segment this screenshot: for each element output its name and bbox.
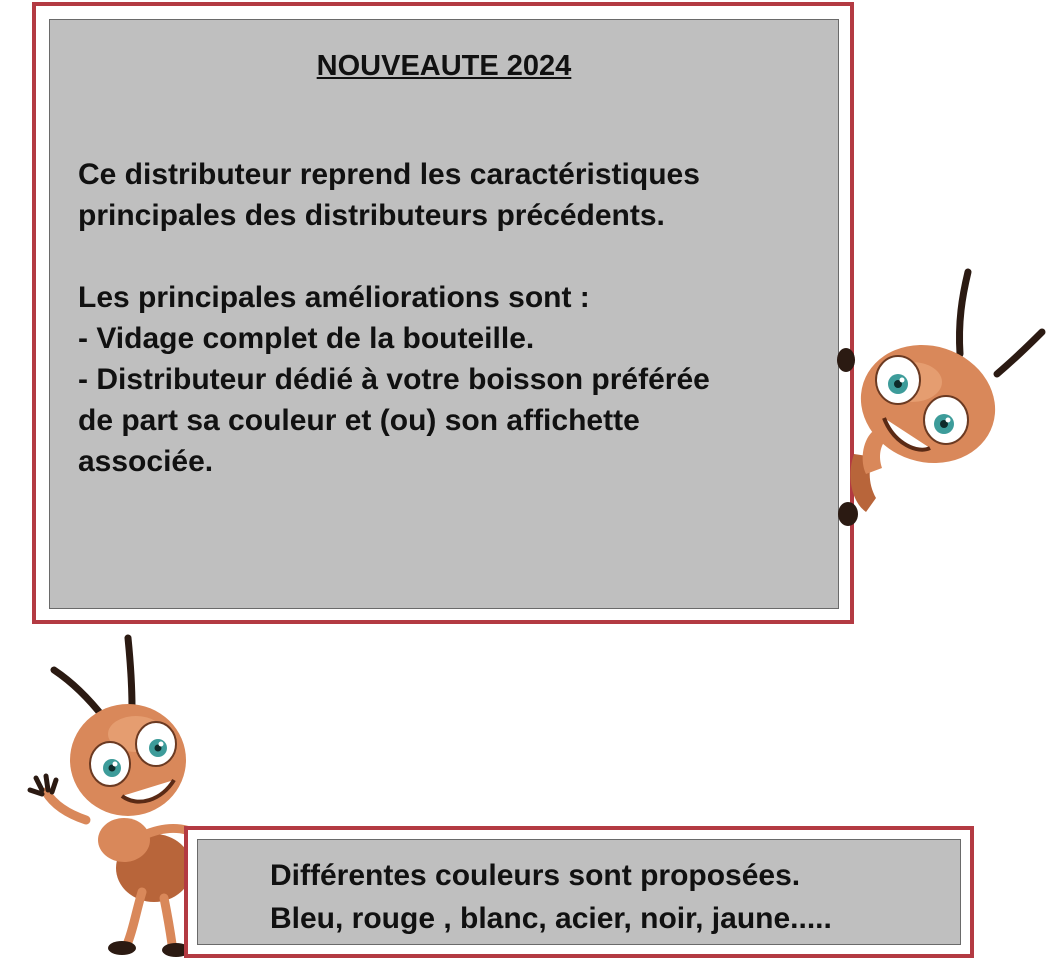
ant-arm	[46, 792, 86, 820]
improvement-line: associée.	[78, 445, 214, 478]
paragraph-gap	[78, 236, 838, 277]
ant-peeking-illustration	[832, 262, 1048, 532]
colors-line: Bleu, rouge , blanc, acier, noir, jaune.....	[270, 902, 832, 935]
intro-line: Ce distributeur reprend les caractéristiques	[78, 158, 700, 191]
announcement-panel	[49, 19, 839, 609]
improvement-line: - Distributeur dédié à votre boisson préférée	[78, 363, 710, 396]
ant-antenna	[997, 332, 1042, 374]
ant-foot	[108, 941, 136, 955]
ant-antenna	[128, 638, 132, 708]
ant-leg	[128, 892, 142, 942]
improvements-heading: Les principales améliorations sont :	[78, 281, 590, 314]
colors-text	[270, 854, 832, 940]
ant-hand	[837, 348, 855, 372]
ant-waving-hand	[30, 776, 56, 794]
announcement-frame	[32, 2, 854, 624]
ant-antenna	[54, 670, 104, 718]
intro-line: principales des distributeurs précédents.	[78, 199, 665, 232]
ant-hand	[838, 502, 858, 526]
improvement-line: - Vidage complet de la bouteille.	[78, 322, 535, 355]
improvement-line: de part sa couleur et (ou) son affichette	[78, 404, 640, 437]
colors-line: Différentes couleurs sont proposées.	[270, 859, 801, 892]
announcement-title: NOUVEAUTE 2024	[316, 50, 572, 82]
colors-frame	[184, 826, 974, 958]
colors-panel	[197, 839, 961, 945]
ant-antenna	[959, 272, 968, 354]
ant-leg	[164, 898, 172, 944]
announcement-body	[78, 154, 838, 482]
